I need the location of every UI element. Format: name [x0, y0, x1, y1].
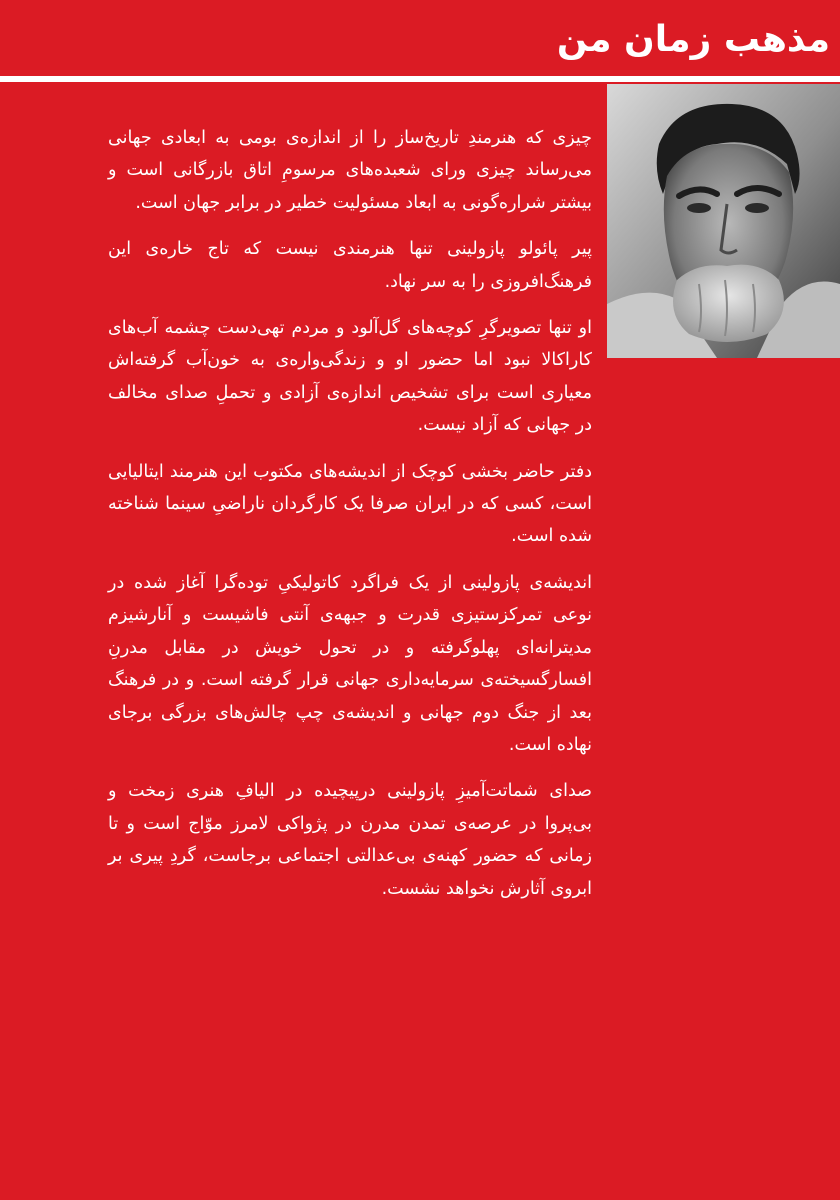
paragraph: پیر پائولو پازولینی تنها هنرمندی نیست که تاج خاره‌ی این فرهنگ‌افروزی را به سر نهاد.	[108, 239, 592, 292]
portrait-photo-icon	[607, 84, 840, 358]
paragraph: چیزی که هنرمندِ تاریخ‌ساز را از اندازه‌ی بومی به ابعادی جهانی می‌رساند چیزی ورای شعبده‌های مرسومِ اتاق بازرگانی است و بیشتر شراره‌گونی به ابعاد مسئولیت خطیر در برابر جهان است.	[108, 128, 592, 213]
paragraph: دفتر حاضر بخشی کوچک از اندیشه‌های مکتوب این هنرمند ایتالیایی است، کسی که در ایران صرفا یک کارگردان ناراضیِ سینما شناخته شده است.	[108, 461, 592, 547]
paragraph: اندیشه‌ی پازولینی از یک فراگرد کاتولیکیِ توده‌گرا آغاز شده در نوعی تمرکزستیزی قدرت و جبهه‌ی آنتی فاشیست و آنارشیزم مدیترانه‌ای پهلوگرفته و در تحول خویش در مقابل مدرنِ افسارگسیخته‌ی سرمایه‌داری جهانی قرار گرفته است. و در فرهنگ بعد از جنگ دوم جهانی و اندیشه‌ی چپ چالش‌های بزرگی برجای نهاده است.	[108, 572, 592, 755]
article-body	[108, 122, 592, 919]
paragraph: صدای شماتت‌آمیزِ پازولینی درپیچیده در الیافِ هنری زمخت و بی‌پروا در عرصه‌ی تمدن مدرن در پژواکی لامرز موّاج است و تا زمانی که حضور کهنه‌ی بی‌عدالتی اجتماعی برجاست، گردِ پیری بر ابروی آثارش نخواهد نشست.	[108, 781, 592, 899]
title-divider	[0, 76, 840, 82]
paragraph: او تنها تصویرگرِ کوچه‌های گل‌آلود و مردم تهی‌دست چشمه آب‌های کاراکالا نبود اما حضور او و زندگی‌واره‌ی به خون‌آب گرفته‌اش معیاری است برای تشخیص اندازه‌ی آزادی و تحملِ صدای مخالف در جهانی که آزاد نیست.	[108, 318, 592, 436]
page-title: مذهب زمان من	[556, 19, 830, 60]
portrait-photo	[607, 84, 840, 358]
